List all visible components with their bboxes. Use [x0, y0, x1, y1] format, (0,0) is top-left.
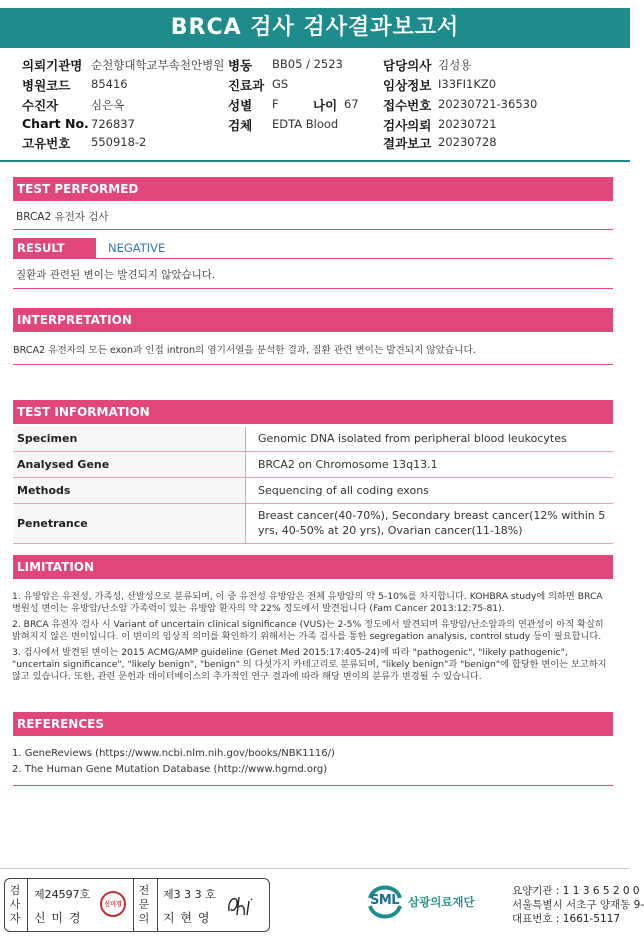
header-divider [0, 160, 630, 162]
logo-text: SML [370, 893, 400, 908]
ward-value: BB05 / 2523 [272, 57, 343, 71]
limitation-item: 3. 검사에서 발견된 변이는 2015 ACMG/AMP guideline (Genet Med 2015:17:405-24)에 따라 "pathogenic", "likely pathogenic", "uncertain significance", "likely benign", "benign" 의 다섯가지 카테고리로 분류되며, "likely benign"과 "benign"에 합당한 변이는 보고하지 않고 있습니다. 또한, 관련 문헌과 데이터베이스의 추가적인 연구 결과에 따라 해당 변이의 분류가 변경될 수 있습니다. [12, 646, 607, 683]
id-no-label: 고유번호 [22, 136, 71, 151]
care-institution-code: 요양기관 : 1 1 3 6 5 2 0 0 [512, 885, 640, 897]
org-name: 삼광의료재단 [408, 895, 475, 909]
table-row [13, 451, 613, 477]
report-title: BRCA 검사 검사결과보고서 [0, 8, 630, 48]
test-performed-text: BRCA2 유전자 검사 [16, 211, 109, 223]
result-row [13, 238, 613, 258]
examiner-name: 신 미 경 [34, 911, 82, 925]
limitation-heading: LIMITATION [13, 555, 613, 579]
signature-box [4, 878, 270, 932]
clinical-info-label: 임상정보 [383, 78, 432, 93]
table-row [13, 503, 613, 543]
result-value: NEGATIVE [108, 241, 166, 255]
hospital-code-value: 85416 [91, 77, 128, 91]
test-information-heading: TEST INFORMATION [13, 400, 613, 424]
specialist-vertical-label: 전문의 [138, 884, 150, 925]
specimen-label: 검체 [228, 118, 253, 133]
info-key: Methods [13, 477, 246, 503]
info-value: Genomic DNA isolated from peripheral blood leukocytes [246, 427, 614, 451]
examiner-seal-icon [100, 891, 126, 917]
divider [13, 229, 613, 230]
request-date-value: 20230721 [438, 117, 497, 131]
info-value: Sequencing of all coding exons [246, 477, 614, 503]
reference-item: 1. GeneReviews (https://www.ncbi.nlm.nih.gov/books/NBK1116/) [12, 748, 335, 759]
sex-value: F [272, 97, 279, 111]
test-information-table [13, 427, 613, 544]
info-key: Specimen [13, 427, 246, 451]
divider [13, 785, 613, 786]
divider [13, 288, 613, 289]
specimen-value: EDTA Blood [272, 117, 339, 131]
patient-value: 심은옥 [91, 98, 125, 112]
org-address: 서울특별시 서초구 양재동 9- [512, 899, 644, 911]
patient-label: 수진자 [22, 98, 59, 113]
receipt-no-value: 20230721-36530 [438, 97, 538, 111]
divider [27, 879, 28, 931]
examiner-license: 제24597호 [34, 888, 91, 901]
receipt-no-label: 접수번호 [383, 98, 432, 113]
id-no-value: 550918-2 [91, 135, 147, 149]
divider [133, 879, 134, 931]
report-date-label: 결과보고 [383, 136, 432, 151]
info-key: Analysed Gene [13, 451, 246, 477]
examiner-vertical-label: 검사자 [9, 884, 21, 925]
institution-value: 순천향대학교부속천안병원 [91, 58, 225, 72]
report-date-value: 20230728 [438, 135, 497, 149]
hospital-code-label: 병원코드 [22, 78, 71, 93]
limitation-item: 1. 유방암은 유전성, 가족성, 산발성으로 분류되며, 이 중 유전성 유방암은 전체 유방암의 약 5-10%를 차지합니다. KOHBRA study에 의하면 BRCA 병원성 변이는 유방암/난소암 가족력이 있는 유방암 환자의 약 22% 정도에서 발견됩니다 (Fam Cancer 2013:12:75-81). [12, 591, 603, 615]
clinical-info-value: I33FI1KZ0 [438, 77, 497, 91]
dept-label: 진료과 [228, 78, 265, 93]
institution-label: 의뢰기관명 [22, 58, 83, 73]
divider [13, 258, 613, 259]
references-heading: REFERENCES [13, 712, 613, 736]
interpretation-text: BRCA2 유전자의 모든 exon과 인접 intron의 염기서열을 분석한 결과, 질환 관련 변이는 발견되지 않았습니다. [13, 345, 476, 356]
test-performed-heading: TEST PERFORMED [13, 177, 613, 201]
org-logo [364, 880, 494, 924]
dept-value: GS [272, 77, 289, 91]
request-date-label: 검사의뢰 [383, 118, 432, 133]
org-phone: 대표번호 : 1661-5117 [512, 913, 621, 925]
chart-no-label: Chart No. [22, 116, 89, 131]
sex-label: 성별 [228, 98, 253, 113]
doctor-value: 김성용 [438, 58, 472, 72]
chart-no-value: 726837 [91, 117, 135, 131]
ward-label: 병동 [228, 58, 253, 73]
divider [13, 364, 613, 365]
patient-header [0, 52, 630, 164]
result-label: RESULT [13, 238, 96, 258]
interpretation-heading: INTERPRETATION [13, 308, 613, 332]
signature-icon [225, 891, 261, 919]
age-value: 67 [344, 97, 359, 111]
specialist-license: 제3 3 3 호 [163, 888, 216, 901]
limitation-list [12, 591, 612, 687]
table-row [13, 477, 613, 503]
reference-item: 2. The Human Gene Mutation Database (http://www.hgmd.org) [12, 764, 328, 775]
divider [157, 879, 158, 931]
table-row [13, 427, 613, 451]
specialist-name: 지 현 영 [163, 911, 211, 925]
info-value: BRCA2 on Chromosome 13q13.1 [246, 451, 614, 477]
info-key: Penetrance [13, 503, 246, 543]
references-list [12, 746, 335, 778]
seal-text: 신미경 [104, 901, 122, 908]
info-value: Breast cancer(40-70%), Secondary breast cancer(12% within 5 yrs, 40-50% at 20 yrs), Ovarian cancer(11-18%) [246, 503, 614, 543]
org-contact [512, 884, 644, 926]
limitation-item: 2. BRCA 유전자 검사 시 Variant of uncertain clinical significance (VUS)는 2-5% 정도에서 발견되며 유방암/난소암과의 연관성이 아직 확실히 밝혀지지 않은 변이입니다. 이 변이의 임상적 의미를 확인하기 위해서는 가족 검사를 통한 segregation analysis, control study 등이 필요합니다. [12, 618, 604, 643]
doctor-label: 담당의사 [383, 58, 432, 73]
age-label: 나이 [313, 98, 338, 113]
result-text: 질환과 관련된 변이는 발견되지 않았습니다. [16, 269, 216, 281]
